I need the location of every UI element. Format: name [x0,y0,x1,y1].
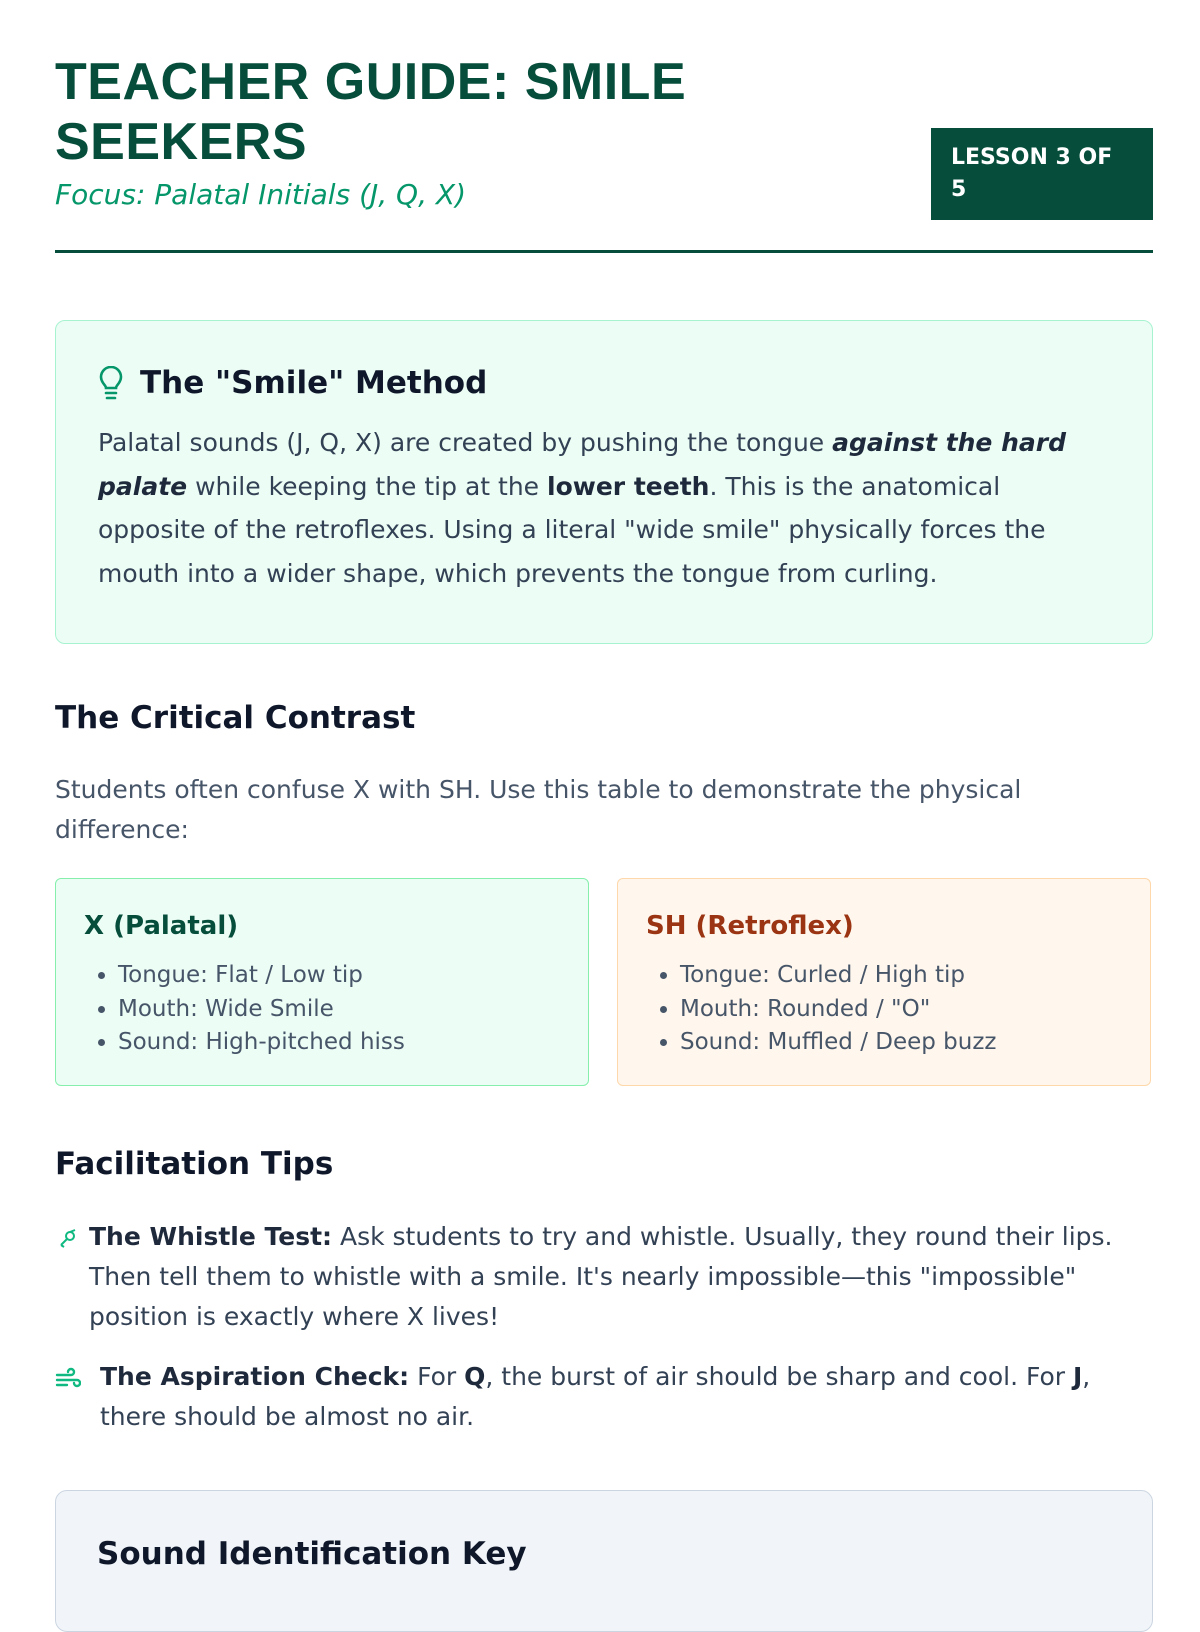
card-list [62,959,405,1060]
tip-text [55,1357,1153,1437]
tip-text [55,1217,1153,1337]
callout-title-text: The "Smile" Method [140,365,488,401]
tips-heading: Facilitation Tips [55,1146,334,1182]
text: Palatal sounds (J, Q, X) are created by pushing the tongue [98,428,833,457]
smile-method-callout [55,320,1153,644]
list-item: • Tongue: Curled / High tip [680,959,997,993]
lesson-badge: LESSON 3 OF 5 [931,128,1153,220]
list-item: • Mouth: Wide Smile [118,993,405,1027]
teacher-guide [55,0,1153,1572]
lightbulb-icon [98,366,124,400]
key-heading: Sound Identification Key [97,1536,527,1572]
header [55,0,1153,253]
text: while keeping the tip at the [187,471,547,501]
contrast-heading: The Critical Contrast [55,700,416,736]
page-title: TEACHER GUIDE: SMILE SEEKERS [55,53,687,171]
page-subtitle: Focus: Palatal Initials (J, Q, X) [55,178,466,211]
list-item: • Tongue: Flat / Low tip [118,959,405,993]
tip-label: The Aspiration Check: [100,1362,410,1391]
card-title: X (Palatal) [84,911,239,941]
wind-icon [55,1367,81,1391]
callout-body [98,421,1108,595]
tip-aspiration [55,1357,1153,1437]
palatal-card [55,878,589,1086]
list-item: • Sound: Muffled / Deep buzz [680,1026,997,1060]
text: Ask students to try and whistle. Usually, they round their lips. Then tell them to whistle with a smile. It's nearly impossible—this "impossible" position is exactly where X lives! [89,1222,1113,1331]
tip-label: The Whistle Test: [89,1222,333,1251]
sound-identification-key [55,1490,1153,1632]
card-list [624,959,997,1060]
callout-title [98,365,487,401]
contrast-intro: Students often confuse X with SH. Use this table to demonstrate the physical difference: [55,775,1022,844]
text: . This is the anatomical opposite of the retroflexes. Using a literal "wide smile" physically forces the mouth into a wider shape, which prevents the tongue from curling. [98,471,1046,588]
text: , there should be almost no air. [100,1362,1091,1431]
list-item: • Sound: High-pitched hiss [118,1026,405,1060]
whistle-icon [55,1227,81,1251]
strong: J [1072,1362,1083,1391]
emphasis: against the hard palate [98,428,1066,501]
retroflex-card [617,878,1151,1086]
card-title: SH (Retroflex) [646,911,854,941]
strong: Q [464,1362,486,1391]
strong: lower teeth [547,471,710,501]
text: , the burst of air should be sharp and cool. For [485,1362,1073,1391]
text: For [409,1362,465,1391]
list-item: • Mouth: Rounded / "O" [680,993,997,1027]
tip-whistle [55,1217,1153,1337]
